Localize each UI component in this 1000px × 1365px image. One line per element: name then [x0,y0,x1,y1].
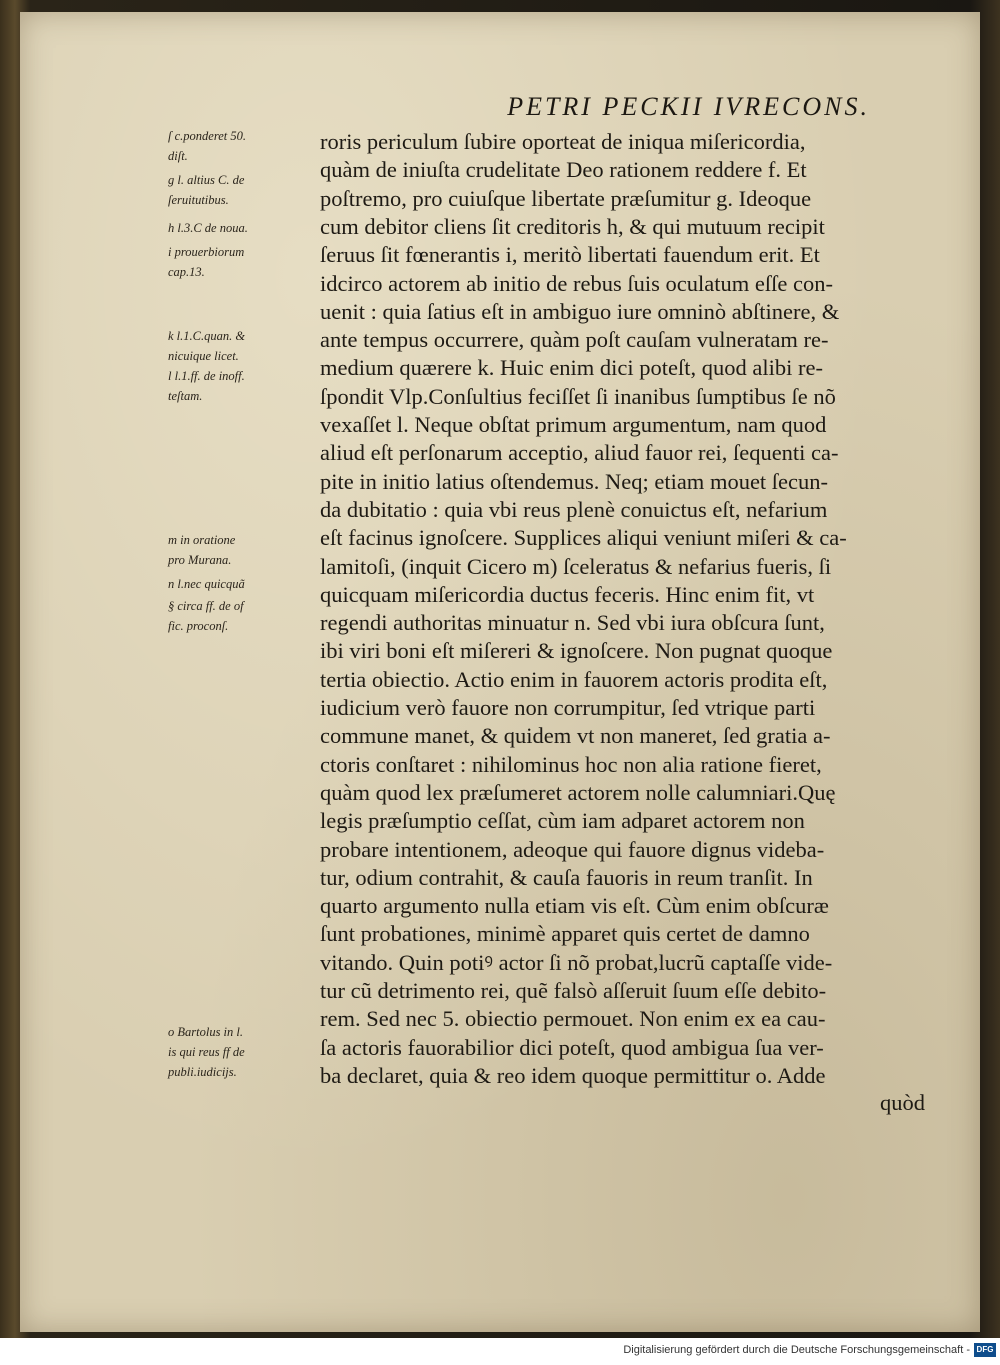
text-line: pite in initio latius oſtendemus. Neq; etiam mouet ſecun- [320,468,829,494]
text-line: lamitoſi, (inquit Cicero m) ſceleratus & nefarius fueris, ſi [320,553,832,579]
text-line: ba declaret, quia & reo idem quoque permittitur o. Adde [320,1062,826,1088]
text-line: quàm quod lex præſumeret actorem nolle calumniari.Quę [320,779,836,805]
text-line: idcirco actorem ab initio de rebus ſuis oculatum eſſe con- [320,270,833,296]
text-line: vexaſſet l. Neque obſtat primum argumentum, nam quod [320,412,827,437]
text-line: legis præſumptio ceſſat, cùm iam adparet actorem non [320,808,805,834]
margin-note: cap.13. [168,265,205,279]
margin-note: fic. proconſ. [168,619,229,633]
text-line: medium quærere k. Huic enim dici poteſt, quod alibi re- [320,355,823,381]
margin-note: ſeruitutibus. [168,193,229,207]
margin-notes [168,0,318,1338]
dfg-logo: DFG [974,1343,996,1357]
text-line: regendi authoritas minuatur n. Sed vbi iura obſcura ſunt, [320,610,825,636]
text-line: commune manet, & quidem vt non maneret, ſed gratia a- [320,723,831,749]
margin-note: publi.iudicijs. [168,1065,237,1079]
margin-note: ſ c.ponderet 50. [168,129,246,143]
margin-note: § circa ff. de of [168,599,244,613]
text-line: uenit : quia ſatius eſt in ambiguo iure omninò abſtinere, & [320,298,840,324]
text-line: rem. Sed nec 5. obiectio permouet. Non enim ex ea cau- [320,1006,826,1032]
text-line: ſpondit Vlp.Conſultius feciſſet ſi inanibus ſumptibus ſe nõ [320,383,836,409]
text-line: quàm de iniuſta crudelitate Deo rationem reddere f. Et [320,157,807,183]
running-head: PETRI PECKII IVRECONS. [507,92,870,121]
text-line: ante tempus occurrere, quàm poſt cauſam vulneratam re- [320,327,829,353]
text-line: quarto argumento nulla etiam vis eſt. Cùm enim obſcuræ [320,893,829,919]
text-line: da dubitatio : quia vbi reus plenè conuictus eſt, nefarium [320,496,828,522]
text-line: ſunt probationes, minimè apparet quis certet de damno [320,921,810,947]
margin-note: h l.3.C de noua. [168,221,248,235]
margin-note: diſt. [168,149,188,163]
text-line: probare intentionem, adeoque qui fauore dignus videba- [320,836,825,862]
text-line: roris periculum ſubire oporteat de iniqua miſericordia, [320,129,806,154]
margin-note: is qui reus ff de [168,1045,245,1059]
text-line: iudicium verò fauore non corrumpitur, ſed vtrique parti [320,695,816,720]
margin-note: nicuique licet. [168,349,239,363]
text-line: ſa actoris fauorabilior dici poteſt, quod ambigua ſua ver- [320,1034,824,1060]
catchword: quòd [880,1090,925,1115]
text-line: ſeruus ſit fœnerantis i, meritò libertati fauendum erit. Et [320,242,820,268]
text-line: cum debitor cliens ſit creditoris h, & qui mutuum recipit [320,213,825,239]
footer-bar [0,1338,1000,1365]
margin-note: k l.1.C.quan. & [168,329,246,343]
text-line: tertia obiectio. Actio enim in fauorem actoris prodita eſt, [320,666,828,692]
text-line: ibi viri boni eſt miſereri & ignoſcere. Non pugnat quoque [320,638,833,664]
margin-note: teſtam. [168,389,203,403]
footer-credit: Digitalisierung gefördert durch die Deutsche Forschungsgemeinschaft - [623,1344,970,1356]
text-line: aliud eſt perſonarum acceptio, aliud fauor rei, ſequenti ca- [320,440,839,466]
margin-note: i prouerbiorum [168,245,245,259]
margin-note: o Bartolus in l. [168,1025,244,1039]
text-line: vitando. Quin potiꝰ actor ſi nõ probat,lucrũ captaſſe vide- [320,949,833,975]
text-line: quicquam miſericordia ductus feceris. Hinc enim fit, vt [320,581,815,607]
margin-note: g l. altius C. de [168,173,245,187]
margin-note: l l.1.ff. de inoff. [168,369,245,383]
text-line: eſt facinus ignoſcere. Supplices aliqui veniunt miſeri & ca- [320,525,847,551]
text-line: tur, odium contrahit, & cauſa fauoris in reum tranſit. In [320,864,813,890]
margin-note: n l.nec quicquã [168,577,245,591]
margin-note: m in oratione [168,533,236,547]
text-line: poſtremo, pro cuiuſque libertate præſumitur g. Ideoque [320,185,812,211]
margin-note: pro Murana. [168,553,232,567]
text-line: ctoris conſtaret : nihilominus hoc non alia ratione fieret, [320,751,822,777]
text-line: tur cũ detrimento rei, quẽ falsò aſſeruit ſuum eſſe debito- [320,978,827,1003]
body-text [320,0,930,1338]
